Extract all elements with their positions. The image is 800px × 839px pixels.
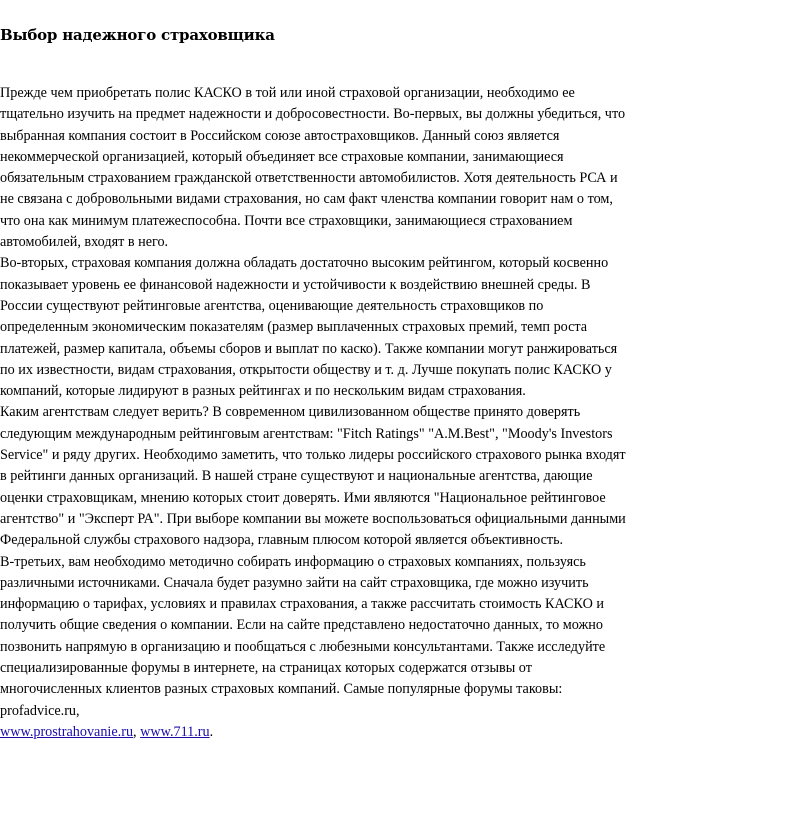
article-body (0, 83, 630, 743)
final-period: . (209, 723, 214, 740)
paragraph-3: Каким агентствам следует верить? В современном цивилизованном обществе принято доверять следующим международным рейтинговым агентствам: "Fitch Ratings" "A.M.Best", "Moody's Investors Service" и ряду других. Необходимо заметить, что только лидеры российского страхового рынка входят в рейтинги данных организаций. В нашей стране существуют и национальные агентства, дающие оценки страховщикам, мнению которых стоит доверять. Ими являются "Национальное рейтинговое агентство" и "Эксперт РА". При выборе компании вы можете воспользоваться официальными данными Федеральной службы страхового надзора, главным плюсом которой является объективность. (0, 404, 626, 549)
link-711[interactable]: www.711.ru (140, 723, 210, 740)
paragraph-4 (0, 552, 630, 744)
article-title: Выбор надежного страховщика (0, 26, 275, 44)
link-prostrahovanie[interactable]: www.prostrahovanie.ru (0, 723, 134, 740)
paragraph-2: Во-вторых, страховая компания должна обладать достаточно высоким рейтингом, который косвенно показывает уровень ее финансовой надежности и устойчивости к воздействию внешней среды. В России существуют рейтинговые агентства, оценивающие деятельность страховщиков по определенным экономическим показателям (размер выплаченных страховых премий, темп роста платежей, размер капитала, объемы сборов и выплат по каско). Также компании могут ранжироваться по их известности, видам страхования, открытости обществу и т. д. Лучше покупать полис КАСКО у компаний, которые лидируют в разных рейтингах и по нескольким видам страхования. (0, 255, 618, 400)
paragraph-1: Прежде чем приобретать полис КАСКО в той или иной страховой организации, необходимо ее тщательно изучить на предмет надежности и добросовестности. Во-первых, вы должны убедиться, что выбранная компания состоит в Российском союзе автостраховщиков. Данный союз является некоммерческой организацией, который объединяет все страховые компании, занимающиеся обязательным страхованием гражданской ответственности автомобилистов. Хотя деятельность РСА и не связана с добровольными видами страхования, но сам факт членства компании говорит нам о том, что она как минимум платежеспособна. Почти все страховщики, занимающиеся страхованием автомобилей, входят в него. (0, 85, 626, 251)
link-separator: , (133, 723, 141, 740)
paragraph-4-text: В-третьих, вам необходимо методично собирать информацию о страховых компаниях, пользуясь различными источниками. Сначала будет разумно зайти на сайт страховщика, где можно изучить информацию о тарифах, условиях и правилах страхования, а также рассчитать стоимость КАСКО и получить общие сведения о компании. Если на сайте представлено недостаточно данных, то можно позвонить напрямую в организацию и пообщаться с любезными консультантами. Также исследуйте специализированные форумы в интернете, на страницах которых содержатся отзывы от многочисленных клиентов разных страховых компаний. Самые популярные форумы таковы: profadvice.ru, (0, 553, 606, 719)
